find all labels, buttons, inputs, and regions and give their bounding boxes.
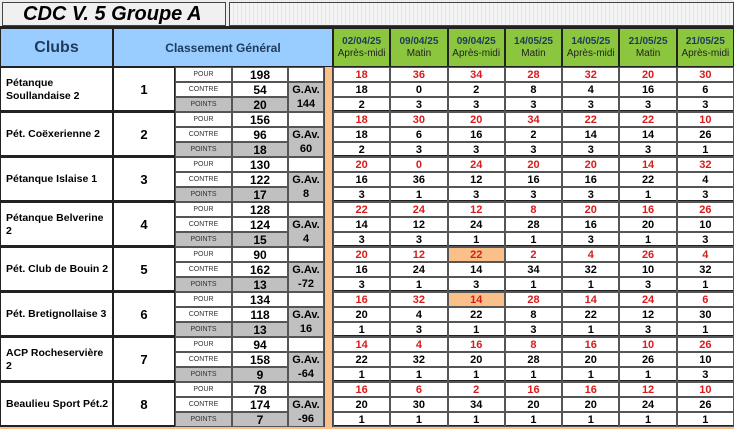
points-value: 7 bbox=[232, 412, 288, 427]
match-points-cell: 3 bbox=[333, 277, 390, 292]
match-pour-cell: 4 bbox=[390, 337, 447, 352]
match-pour-cell: 26 bbox=[619, 247, 676, 262]
club-name: Pét. Club de Bouin 2 bbox=[0, 247, 113, 292]
contre-value: 174 bbox=[232, 397, 288, 412]
match-contre-cell: 20 bbox=[505, 397, 562, 412]
gav-blank bbox=[288, 247, 324, 262]
match-contre-cell: 32 bbox=[390, 352, 447, 367]
match-pour-cell: 30 bbox=[390, 112, 447, 127]
contre-value: 122 bbox=[232, 172, 288, 187]
match-points-cell: 3 bbox=[562, 142, 619, 157]
points-label: POINTS bbox=[175, 322, 232, 337]
match-pour-cell: 12 bbox=[390, 247, 447, 262]
match-pour-cell: 14 bbox=[562, 292, 619, 307]
date-label: 09/04/25 bbox=[456, 35, 496, 47]
club-name: Beaulieu Sport Pét.2 bbox=[0, 382, 113, 427]
match-pour-cell: 12 bbox=[619, 382, 676, 397]
clubs-header: Clubs bbox=[0, 28, 113, 67]
classement-header: Classement Général bbox=[113, 28, 333, 67]
match-contre-cell: 20 bbox=[619, 217, 676, 232]
match-pour-cell: 20 bbox=[448, 112, 505, 127]
rank: 7 bbox=[113, 337, 175, 382]
team-block bbox=[0, 247, 734, 292]
match-pour-cell: 16 bbox=[562, 382, 619, 397]
gav-label: G.Av. bbox=[288, 352, 324, 367]
match-pour-cell: 18 bbox=[333, 67, 390, 82]
match-points-cell: 1 bbox=[505, 232, 562, 247]
match-contre-cell: 14 bbox=[562, 127, 619, 142]
match-points-cell: 3 bbox=[390, 142, 447, 157]
pour-label: POUR bbox=[175, 247, 232, 262]
match-points-cell: 1 bbox=[619, 187, 676, 202]
points-label: POINTS bbox=[175, 187, 232, 202]
date-label: 21/05/25 bbox=[628, 35, 668, 47]
date-label: 09/04/25 bbox=[399, 35, 439, 47]
match-contre-cell: 22 bbox=[333, 352, 390, 367]
date-header bbox=[562, 28, 619, 67]
points-label: POINTS bbox=[175, 232, 232, 247]
gav-label: G.Av. bbox=[288, 262, 324, 277]
rank: 6 bbox=[113, 292, 175, 337]
match-pour-cell: 0 bbox=[390, 157, 447, 172]
match-points-cell: 3 bbox=[505, 187, 562, 202]
match-points-cell: 1 bbox=[390, 412, 447, 427]
points-value: 13 bbox=[232, 322, 288, 337]
points-value: 17 bbox=[232, 187, 288, 202]
contre-label: CONTRE bbox=[175, 217, 232, 232]
match-points-cell: 1 bbox=[562, 322, 619, 337]
match-pour-cell: 6 bbox=[677, 292, 734, 307]
pour-label: POUR bbox=[175, 112, 232, 127]
gav-blank bbox=[288, 157, 324, 172]
match-contre-cell: 20 bbox=[333, 307, 390, 322]
match-contre-cell: 24 bbox=[390, 262, 447, 277]
separator bbox=[324, 157, 333, 202]
session-label: Matin bbox=[406, 47, 432, 59]
match-points-cell: 3 bbox=[390, 232, 447, 247]
match-pour-cell: 16 bbox=[562, 337, 619, 352]
match-points-cell: 3 bbox=[562, 232, 619, 247]
match-points-cell: 3 bbox=[677, 232, 734, 247]
match-contre-cell: 2 bbox=[448, 82, 505, 97]
match-pour-cell: 30 bbox=[677, 67, 734, 82]
match-contre-cell: 26 bbox=[619, 352, 676, 367]
match-pour-cell: 32 bbox=[562, 67, 619, 82]
match-contre-cell: 10 bbox=[677, 352, 734, 367]
session-label: Matin bbox=[521, 47, 546, 59]
separator bbox=[324, 292, 333, 337]
gav-value: 60 bbox=[288, 142, 324, 157]
match-contre-cell: 12 bbox=[390, 217, 447, 232]
gav-value: 16 bbox=[288, 322, 324, 337]
session-label: Après-midi bbox=[337, 47, 386, 59]
match-pour-cell: 32 bbox=[677, 157, 734, 172]
match-points-cell: 3 bbox=[505, 322, 562, 337]
match-points-cell: 3 bbox=[505, 97, 562, 112]
separator bbox=[324, 337, 333, 382]
date-header bbox=[333, 28, 390, 67]
title-blank bbox=[229, 2, 734, 26]
separator bbox=[324, 247, 333, 292]
match-contre-cell: 8 bbox=[505, 307, 562, 322]
rank: 8 bbox=[113, 382, 175, 427]
match-points-cell: 1 bbox=[619, 232, 676, 247]
match-pour-cell: 24 bbox=[619, 292, 676, 307]
pour-value: 128 bbox=[232, 202, 288, 217]
match-pour-cell: 18 bbox=[333, 112, 390, 127]
pour-value: 130 bbox=[232, 157, 288, 172]
match-contre-cell: 4 bbox=[390, 307, 447, 322]
contre-value: 54 bbox=[232, 82, 288, 97]
match-contre-cell: 16 bbox=[619, 82, 676, 97]
gav-label: G.Av. bbox=[288, 172, 324, 187]
match-contre-cell: 24 bbox=[619, 397, 676, 412]
gav-value: -96 bbox=[288, 412, 324, 427]
match-contre-cell: 32 bbox=[562, 262, 619, 277]
match-pour-cell: 20 bbox=[619, 67, 676, 82]
match-pour-cell: 10 bbox=[677, 112, 734, 127]
match-points-cell: 3 bbox=[333, 232, 390, 247]
club-name: Pét. Bretignollaise 3 bbox=[0, 292, 113, 337]
gav-value: -72 bbox=[288, 277, 324, 292]
gav-blank bbox=[288, 112, 324, 127]
match-points-cell: 1 bbox=[390, 277, 447, 292]
match-points-cell: 1 bbox=[448, 412, 505, 427]
match-points-cell: 1 bbox=[562, 367, 619, 382]
match-contre-cell: 34 bbox=[448, 397, 505, 412]
match-pour-cell: 34 bbox=[448, 67, 505, 82]
match-pour-cell: 34 bbox=[505, 112, 562, 127]
match-contre-cell: 6 bbox=[677, 82, 734, 97]
match-pour-cell: 8 bbox=[505, 337, 562, 352]
match-points-cell: 3 bbox=[333, 187, 390, 202]
match-pour-cell: 24 bbox=[448, 157, 505, 172]
match-pour-cell: 22 bbox=[448, 247, 505, 262]
match-points-cell: 3 bbox=[619, 277, 676, 292]
match-pour-cell: 16 bbox=[448, 337, 505, 352]
match-contre-cell: 0 bbox=[390, 82, 447, 97]
match-points-cell: 1 bbox=[562, 277, 619, 292]
separator bbox=[324, 382, 333, 427]
match-points-cell: 2 bbox=[333, 97, 390, 112]
match-pour-cell: 10 bbox=[677, 382, 734, 397]
date-label: 21/05/25 bbox=[685, 35, 725, 47]
match-contre-cell: 16 bbox=[562, 217, 619, 232]
match-contre-cell: 28 bbox=[505, 352, 562, 367]
match-contre-cell: 14 bbox=[333, 217, 390, 232]
match-points-cell: 1 bbox=[677, 412, 734, 427]
pour-value: 90 bbox=[232, 247, 288, 262]
gav-label: G.Av. bbox=[288, 217, 324, 232]
match-contre-cell: 14 bbox=[619, 127, 676, 142]
date-label: 14/05/25 bbox=[514, 35, 553, 47]
session-label: Matin bbox=[635, 47, 661, 59]
club-name: Pétanque Soullandaise 2 bbox=[0, 67, 113, 112]
match-contre-cell: 26 bbox=[677, 127, 734, 142]
team-block bbox=[0, 292, 734, 337]
match-points-cell: 1 bbox=[448, 232, 505, 247]
match-pour-cell: 20 bbox=[562, 157, 619, 172]
gav-label: G.Av. bbox=[288, 82, 324, 97]
match-contre-cell: 30 bbox=[677, 307, 734, 322]
match-contre-cell: 24 bbox=[448, 217, 505, 232]
match-points-cell: 3 bbox=[390, 97, 447, 112]
match-points-cell: 1 bbox=[677, 142, 734, 157]
match-contre-cell: 28 bbox=[505, 217, 562, 232]
pour-value: 156 bbox=[232, 112, 288, 127]
match-points-cell: 1 bbox=[448, 367, 505, 382]
match-pour-cell: 22 bbox=[333, 202, 390, 217]
gav-value: -64 bbox=[288, 367, 324, 382]
match-points-cell: 1 bbox=[505, 367, 562, 382]
match-points-cell: 1 bbox=[677, 322, 734, 337]
session-label: Après-midi bbox=[681, 47, 730, 59]
match-pour-cell: 4 bbox=[562, 247, 619, 262]
match-contre-cell: 18 bbox=[333, 127, 390, 142]
match-contre-cell: 16 bbox=[333, 262, 390, 277]
pour-label: POUR bbox=[175, 382, 232, 397]
club-name: Pétanque Belverine 2 bbox=[0, 202, 113, 247]
match-contre-cell: 14 bbox=[448, 262, 505, 277]
match-points-cell: 1 bbox=[619, 412, 676, 427]
match-contre-cell: 12 bbox=[619, 307, 676, 322]
contre-label: CONTRE bbox=[175, 262, 232, 277]
match-points-cell: 3 bbox=[619, 322, 676, 337]
match-contre-cell: 12 bbox=[448, 172, 505, 187]
match-contre-cell: 20 bbox=[448, 352, 505, 367]
match-contre-cell: 20 bbox=[562, 352, 619, 367]
gav-blank bbox=[288, 292, 324, 307]
match-contre-cell: 10 bbox=[619, 262, 676, 277]
match-pour-cell: 20 bbox=[562, 202, 619, 217]
match-points-cell: 3 bbox=[619, 97, 676, 112]
match-points-cell: 3 bbox=[677, 97, 734, 112]
match-pour-cell: 16 bbox=[619, 202, 676, 217]
pour-label: POUR bbox=[175, 67, 232, 82]
match-pour-cell: 14 bbox=[448, 292, 505, 307]
match-contre-cell: 22 bbox=[619, 172, 676, 187]
pour-value: 78 bbox=[232, 382, 288, 397]
date-header bbox=[677, 28, 734, 67]
match-pour-cell: 20 bbox=[333, 157, 390, 172]
match-contre-cell: 36 bbox=[390, 172, 447, 187]
contre-value: 118 bbox=[232, 307, 288, 322]
match-contre-cell: 30 bbox=[390, 397, 447, 412]
rank: 3 bbox=[113, 157, 175, 202]
date-header bbox=[619, 28, 676, 67]
contre-value: 96 bbox=[232, 127, 288, 142]
match-points-cell: 3 bbox=[562, 97, 619, 112]
points-value: 20 bbox=[232, 97, 288, 112]
match-points-cell: 3 bbox=[448, 277, 505, 292]
match-contre-cell: 22 bbox=[562, 307, 619, 322]
match-points-cell: 1 bbox=[390, 367, 447, 382]
team-block bbox=[0, 67, 734, 112]
points-label: POINTS bbox=[175, 97, 232, 112]
team-block bbox=[0, 202, 734, 247]
team-block bbox=[0, 157, 734, 202]
points-label: POINTS bbox=[175, 142, 232, 157]
match-pour-cell: 2 bbox=[505, 247, 562, 262]
points-value: 18 bbox=[232, 142, 288, 157]
points-label: POINTS bbox=[175, 277, 232, 292]
match-pour-cell: 12 bbox=[448, 202, 505, 217]
gav-label: G.Av. bbox=[288, 397, 324, 412]
match-points-cell: 1 bbox=[333, 412, 390, 427]
contre-value: 158 bbox=[232, 352, 288, 367]
gav-blank bbox=[288, 202, 324, 217]
gav-blank bbox=[288, 337, 324, 352]
match-points-cell: 1 bbox=[390, 187, 447, 202]
separator bbox=[324, 67, 333, 112]
match-points-cell: 3 bbox=[448, 97, 505, 112]
rank: 4 bbox=[113, 202, 175, 247]
gav-blank bbox=[288, 382, 324, 397]
match-contre-cell: 26 bbox=[677, 397, 734, 412]
pour-label: POUR bbox=[175, 292, 232, 307]
page-title: CDC V. 5 Groupe A bbox=[2, 2, 226, 26]
match-contre-cell: 8 bbox=[505, 82, 562, 97]
match-points-cell: 1 bbox=[448, 322, 505, 337]
match-points-cell: 2 bbox=[333, 142, 390, 157]
match-pour-cell: 28 bbox=[505, 292, 562, 307]
contre-value: 162 bbox=[232, 262, 288, 277]
pour-value: 134 bbox=[232, 292, 288, 307]
match-contre-cell: 22 bbox=[448, 307, 505, 322]
contre-value: 124 bbox=[232, 217, 288, 232]
contre-label: CONTRE bbox=[175, 82, 232, 97]
contre-label: CONTRE bbox=[175, 307, 232, 322]
contre-label: CONTRE bbox=[175, 352, 232, 367]
match-pour-cell: 36 bbox=[390, 67, 447, 82]
match-points-cell: 1 bbox=[505, 277, 562, 292]
match-pour-cell: 22 bbox=[619, 112, 676, 127]
match-points-cell: 3 bbox=[390, 322, 447, 337]
match-pour-cell: 2 bbox=[448, 382, 505, 397]
gav-value: 8 bbox=[288, 187, 324, 202]
date-label: 02/04/25 bbox=[342, 35, 382, 47]
match-contre-cell: 4 bbox=[562, 82, 619, 97]
match-contre-cell: 16 bbox=[448, 127, 505, 142]
club-name: ACP Rocheservière 2 bbox=[0, 337, 113, 382]
points-value: 9 bbox=[232, 367, 288, 382]
gav-value: 144 bbox=[288, 97, 324, 112]
match-points-cell: 3 bbox=[448, 187, 505, 202]
rank: 2 bbox=[113, 112, 175, 157]
match-pour-cell: 16 bbox=[333, 292, 390, 307]
rank: 5 bbox=[113, 247, 175, 292]
match-contre-cell: 6 bbox=[390, 127, 447, 142]
match-contre-cell: 10 bbox=[677, 217, 734, 232]
pour-label: POUR bbox=[175, 202, 232, 217]
match-pour-cell: 26 bbox=[677, 202, 734, 217]
match-pour-cell: 26 bbox=[677, 337, 734, 352]
match-pour-cell: 32 bbox=[390, 292, 447, 307]
separator bbox=[324, 202, 333, 247]
match-contre-cell: 16 bbox=[562, 172, 619, 187]
points-value: 15 bbox=[232, 232, 288, 247]
date-label: 14/05/25 bbox=[571, 35, 611, 47]
team-block bbox=[0, 337, 734, 382]
team-block bbox=[0, 112, 734, 157]
match-contre-cell: 32 bbox=[677, 262, 734, 277]
date-header bbox=[505, 28, 562, 67]
match-pour-cell: 20 bbox=[333, 247, 390, 262]
gav-blank bbox=[288, 67, 324, 82]
match-contre-cell: 18 bbox=[333, 82, 390, 97]
gav-value: 4 bbox=[288, 232, 324, 247]
match-pour-cell: 16 bbox=[333, 382, 390, 397]
session-label: Après-midi bbox=[566, 47, 615, 59]
match-pour-cell: 8 bbox=[505, 202, 562, 217]
match-pour-cell: 22 bbox=[562, 112, 619, 127]
match-points-cell: 3 bbox=[448, 142, 505, 157]
match-points-cell: 1 bbox=[333, 367, 390, 382]
team-block bbox=[0, 382, 734, 427]
separator bbox=[324, 112, 333, 157]
contre-label: CONTRE bbox=[175, 172, 232, 187]
rank: 1 bbox=[113, 67, 175, 112]
points-value: 13 bbox=[232, 277, 288, 292]
title-row bbox=[0, 0, 734, 28]
match-pour-cell: 24 bbox=[390, 202, 447, 217]
match-pour-cell: 14 bbox=[619, 157, 676, 172]
gav-label: G.Av. bbox=[288, 127, 324, 142]
match-points-cell: 3 bbox=[619, 142, 676, 157]
match-pour-cell: 14 bbox=[333, 337, 390, 352]
points-label: POINTS bbox=[175, 412, 232, 427]
contre-label: CONTRE bbox=[175, 397, 232, 412]
club-name: Pétanque Islaise 1 bbox=[0, 157, 113, 202]
contre-label: CONTRE bbox=[175, 127, 232, 142]
match-points-cell: 1 bbox=[333, 322, 390, 337]
date-header bbox=[390, 28, 447, 67]
pour-label: POUR bbox=[175, 337, 232, 352]
match-pour-cell: 10 bbox=[619, 337, 676, 352]
gav-label: G.Av. bbox=[288, 307, 324, 322]
match-contre-cell: 20 bbox=[333, 397, 390, 412]
date-header bbox=[448, 28, 505, 67]
points-label: POINTS bbox=[175, 367, 232, 382]
match-points-cell: 1 bbox=[677, 277, 734, 292]
match-contre-cell: 20 bbox=[562, 397, 619, 412]
pour-label: POUR bbox=[175, 157, 232, 172]
match-pour-cell: 16 bbox=[505, 382, 562, 397]
match-points-cell: 1 bbox=[505, 412, 562, 427]
match-points-cell: 3 bbox=[562, 187, 619, 202]
match-points-cell: 1 bbox=[619, 367, 676, 382]
match-pour-cell: 20 bbox=[505, 157, 562, 172]
club-name: Pét. Coëxerienne 2 bbox=[0, 112, 113, 157]
match-contre-cell: 16 bbox=[505, 172, 562, 187]
match-contre-cell: 34 bbox=[505, 262, 562, 277]
match-contre-cell: 16 bbox=[333, 172, 390, 187]
match-contre-cell: 4 bbox=[677, 172, 734, 187]
match-pour-cell: 4 bbox=[677, 247, 734, 262]
match-points-cell: 1 bbox=[562, 412, 619, 427]
match-points-cell: 3 bbox=[677, 187, 734, 202]
match-contre-cell: 2 bbox=[505, 127, 562, 142]
session-label: Après-midi bbox=[452, 47, 501, 59]
match-points-cell: 3 bbox=[677, 367, 734, 382]
match-pour-cell: 28 bbox=[505, 67, 562, 82]
pour-value: 94 bbox=[232, 337, 288, 352]
pour-value: 198 bbox=[232, 67, 288, 82]
match-points-cell: 3 bbox=[505, 142, 562, 157]
match-pour-cell: 6 bbox=[390, 382, 447, 397]
